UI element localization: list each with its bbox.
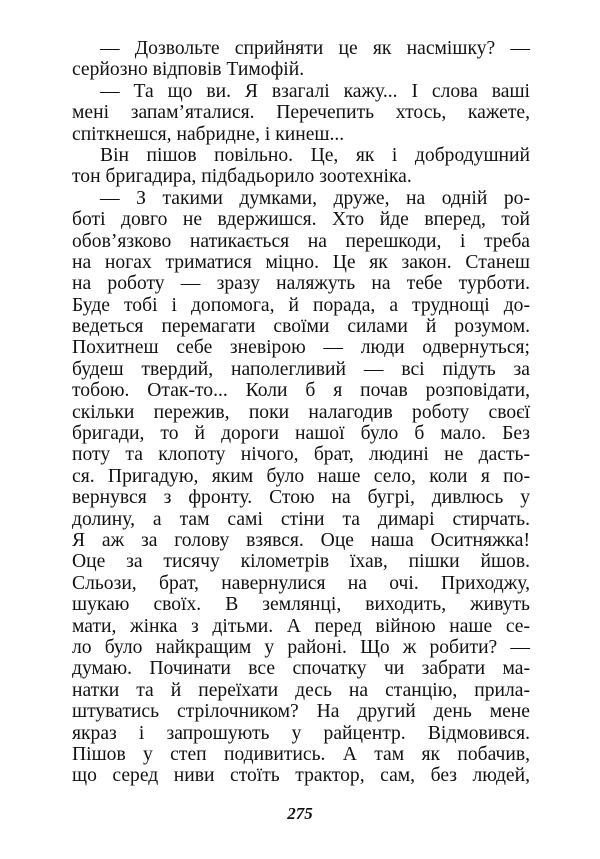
text-line: вернувся з фронту. Стою на бугрі, дивлюсь у [72, 487, 530, 509]
text-line: Сльози, брат, навернулися на очі. Приходжу, [72, 572, 530, 594]
text-line: на ногах триматися міцно. Це як закон. Станеш [72, 251, 530, 273]
text-line: тон бригадира, підбадьорило зоотехніка. [72, 166, 412, 188]
text-line: обов’язково натикається на перешкоди, і треба [72, 230, 530, 252]
text-line: Буде тобі і допомога, й порада, а труднощі до- [72, 294, 530, 316]
text-line: Похитнеш себе зневірою — люди одвернуться; [72, 337, 530, 359]
body-text [72, 38, 530, 787]
text-line: ведеться перемагати своїми силами й розумом. [72, 316, 530, 338]
text-line: шукаю своїх. В землянці, виходить, живуть [72, 594, 530, 616]
text-line: долину, а там самі стіни та димарі стирчать. [72, 508, 530, 530]
text-line: боті довго не вдержишся. Хто йде вперед, той [72, 209, 530, 231]
text-line: серйозно відповів Тимофій. [72, 59, 305, 81]
text-line: бригади, то й дороги нашої було б мало. Без [72, 423, 530, 445]
text-line: на роботу — зразу наляжуть на тебе турботи. [72, 273, 530, 295]
text-line: — Та що ви. Я взагалі кажу... І слова ваші [100, 80, 530, 102]
text-line: ло було найкращим у районі. Що ж робити? — [72, 636, 530, 658]
text-line: думаю. Починати все спочатку чи забрати ма- [72, 658, 530, 680]
text-line: Оце за тисячу кілометрів їхав, пішки йшов. [72, 551, 530, 573]
text-line: скільки пережив, поки налагодив роботу своєї [72, 401, 530, 423]
text-line: — З такими думками, друже, на одній ро- [100, 187, 530, 209]
text-line: якраз і запрошують у райцентр. Відмовився. [72, 722, 530, 744]
text-line: спіткнешся, набридне, і кинеш... [72, 123, 345, 145]
text-line: будеш твердий, наполегливий — всі підуть за [72, 358, 530, 380]
text-line: поту та клопоту нічого, брат, людині не дасть- [72, 444, 530, 466]
text-line: мати, жінка з дітьми. А перед війною наше се- [72, 615, 530, 637]
text-line: штуватись стрілочником? На другий день мене [72, 701, 530, 723]
text-line: що серед ниви стоїть трактор, сам, без людей, [72, 765, 530, 787]
text-line: — Дозвольте сприйняти це як насмішку? — [100, 38, 530, 59]
text-line: Пішов у степ подивитись. А там як побачив, [72, 743, 530, 765]
page-number: 275 [287, 804, 313, 823]
text-line: мені запам’яталися. Перечепить хтось, кажете, [72, 102, 530, 124]
text-line: ся. Пригадую, яким було наше село, коли я по- [72, 465, 530, 487]
text-line: Я аж за голову взявся. Оце наша Оситняжка! [72, 529, 530, 551]
text-line: тобою. Отак-то... Коли б я почав розповідати, [72, 380, 530, 402]
text-line: Він пішов повільно. Це, як і добродушний [100, 144, 530, 166]
text-line: натки та й переїхати десь на станцію, прила- [72, 679, 530, 701]
